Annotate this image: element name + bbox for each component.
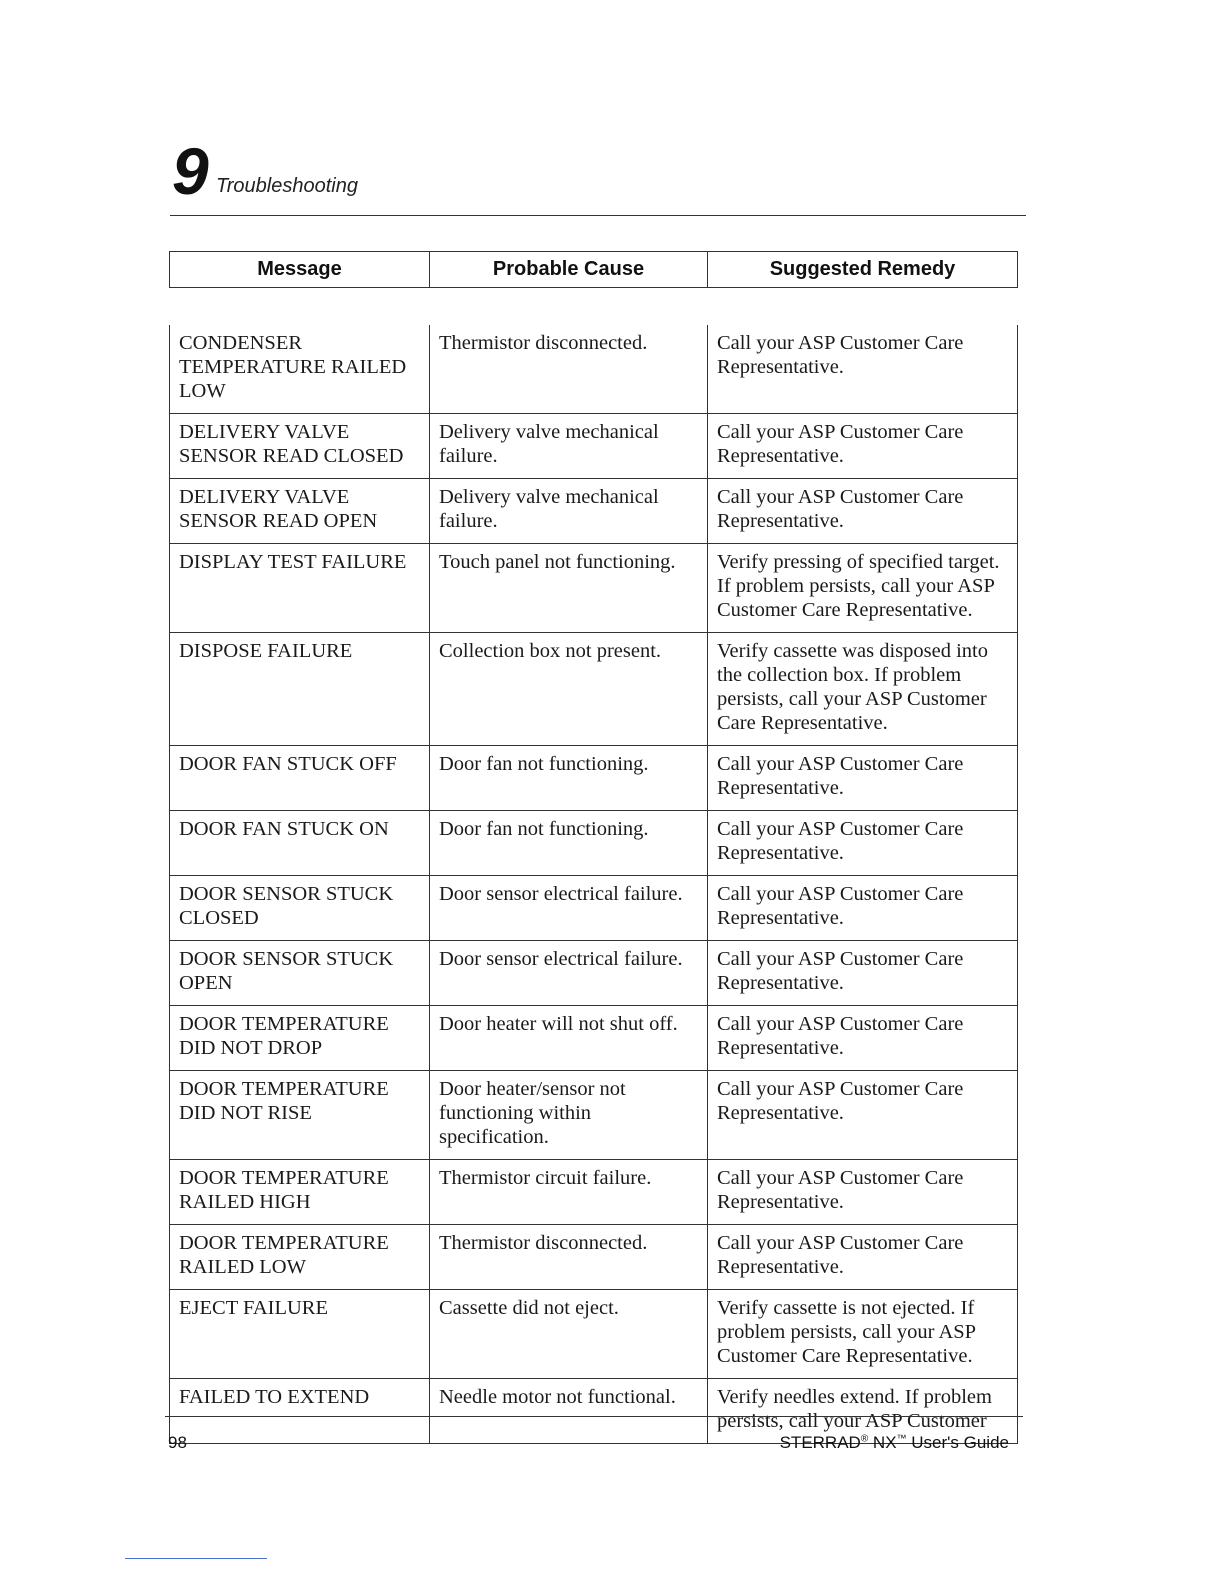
guide-suffix: User's Guide	[906, 1433, 1009, 1452]
table-row	[170, 1290, 1018, 1379]
cause-cell: Door fan not functioning.	[430, 746, 708, 811]
message-cell: DOOR SENSOR STUCK OPEN	[170, 941, 430, 1006]
column-header-suggested-remedy: Suggested Remedy	[769, 258, 956, 280]
message-cell: DOOR TEMPERATURE DID NOT DROP	[170, 1006, 430, 1071]
remedy-cell: Call your ASP Customer Care Representative.	[708, 1225, 1018, 1290]
table-row	[170, 1225, 1018, 1290]
cause-cell: Delivery valve mechanical failure.	[430, 414, 708, 479]
chapter-title: Troubleshooting	[216, 175, 358, 197]
message-cell: DOOR TEMPERATURE DID NOT RISE	[170, 1071, 430, 1160]
guide-model: NX	[868, 1433, 897, 1452]
remedy-cell: Call your ASP Customer Care Representative.	[708, 1160, 1018, 1225]
page-number: 98	[168, 1433, 187, 1452]
message-cell: CONDENSER TEMPERATURE RAILED LOW	[170, 325, 430, 414]
message-cell: EJECT FAILURE	[170, 1290, 430, 1379]
stray-underline	[125, 1558, 267, 1559]
cause-cell: Door heater/sensor not functioning within specification.	[430, 1071, 708, 1160]
table-row	[170, 414, 1018, 479]
table-row	[170, 941, 1018, 1006]
remedy-cell: Call your ASP Customer Care Representative.	[708, 1071, 1018, 1160]
table-row	[170, 746, 1018, 811]
cause-cell: Touch panel not functioning.	[430, 544, 708, 633]
troubleshooting-table-region	[160, 325, 1030, 1432]
cause-cell: Door fan not functioning.	[430, 811, 708, 876]
remedy-cell: Call your ASP Customer Care Representative.	[708, 479, 1018, 544]
message-cell: DELIVERY VALVE SENSOR READ CLOSED	[170, 414, 430, 479]
chapter-number: 9	[172, 134, 209, 208]
cause-cell: Collection box not present.	[430, 633, 708, 746]
table-row	[170, 1160, 1018, 1225]
remedy-cell: Verify needles extend. If problem persists, call your ASP Customer	[708, 1379, 1018, 1444]
remedy-cell: Call your ASP Customer Care Representative.	[708, 1006, 1018, 1071]
table-row	[170, 325, 1018, 414]
column-header-message: Message	[170, 252, 430, 287]
remedy-cell: Verify cassette was disposed into the collection box. If problem persists, call your ASP Customer Care Representative.	[708, 633, 1018, 746]
remedy-cell: Verify cassette is not ejected. If problem persists, call your ASP Customer Care Representative.	[708, 1290, 1018, 1379]
guide-title	[780, 1433, 1009, 1453]
remedy-cell: Call your ASP Customer Care Representative.	[708, 941, 1018, 1006]
message-cell: FAILED TO EXTEND	[170, 1379, 430, 1444]
cause-cell: Door heater will not shut off.	[430, 1006, 708, 1071]
table-row	[170, 1071, 1018, 1160]
message-cell: DISPOSE FAILURE	[170, 633, 430, 746]
troubleshooting-table	[169, 325, 1018, 1444]
message-cell: DISPLAY TEST FAILURE	[170, 544, 430, 633]
message-cell: DOOR TEMPERATURE RAILED HIGH	[170, 1160, 430, 1225]
table-row	[170, 876, 1018, 941]
footer-divider	[165, 1416, 1023, 1417]
column-header-probable-cause: Probable Cause	[430, 252, 708, 287]
table-column-headers	[169, 251, 1018, 288]
guide-name: STERRAD	[779, 1433, 861, 1452]
cause-cell: Needle motor not functional.	[430, 1379, 708, 1444]
message-cell: DELIVERY VALVE SENSOR READ OPEN	[170, 479, 430, 544]
remedy-cell: Call your ASP Customer Care Representative.	[708, 811, 1018, 876]
cause-cell: Cassette did not eject.	[430, 1290, 708, 1379]
cause-cell: Door sensor electrical failure.	[430, 941, 708, 1006]
cause-cell: Door sensor electrical failure.	[430, 876, 708, 941]
table-row	[170, 479, 1018, 544]
remedy-cell: Call your ASP Customer Care Representative.	[708, 876, 1018, 941]
table-row	[170, 811, 1018, 876]
table-row	[170, 1006, 1018, 1071]
remedy-cell: Call your ASP Customer Care Representative.	[708, 414, 1018, 479]
message-cell: DOOR SENSOR STUCK CLOSED	[170, 876, 430, 941]
message-cell: DOOR FAN STUCK OFF	[170, 746, 430, 811]
table-row	[170, 544, 1018, 633]
cause-cell: Thermistor disconnected.	[430, 1225, 708, 1290]
cause-cell: Delivery valve mechanical failure.	[430, 479, 708, 544]
message-cell: DOOR TEMPERATURE RAILED LOW	[170, 1225, 430, 1290]
message-cell: DOOR FAN STUCK ON	[170, 811, 430, 876]
header-divider	[170, 215, 1026, 216]
remedy-cell: Call your ASP Customer Care Representative.	[708, 325, 1018, 414]
remedy-cell: Verify pressing of specified target. If problem persists, call your ASP Customer Care Representative.	[708, 544, 1018, 633]
cause-cell: Thermistor circuit failure.	[430, 1160, 708, 1225]
registered-mark: ®	[860, 1433, 869, 1445]
table-row	[170, 633, 1018, 746]
remedy-cell: Call your ASP Customer Care Representative.	[708, 746, 1018, 811]
trademark-mark: ™	[896, 1433, 907, 1445]
cause-cell: Thermistor disconnected.	[430, 325, 708, 414]
